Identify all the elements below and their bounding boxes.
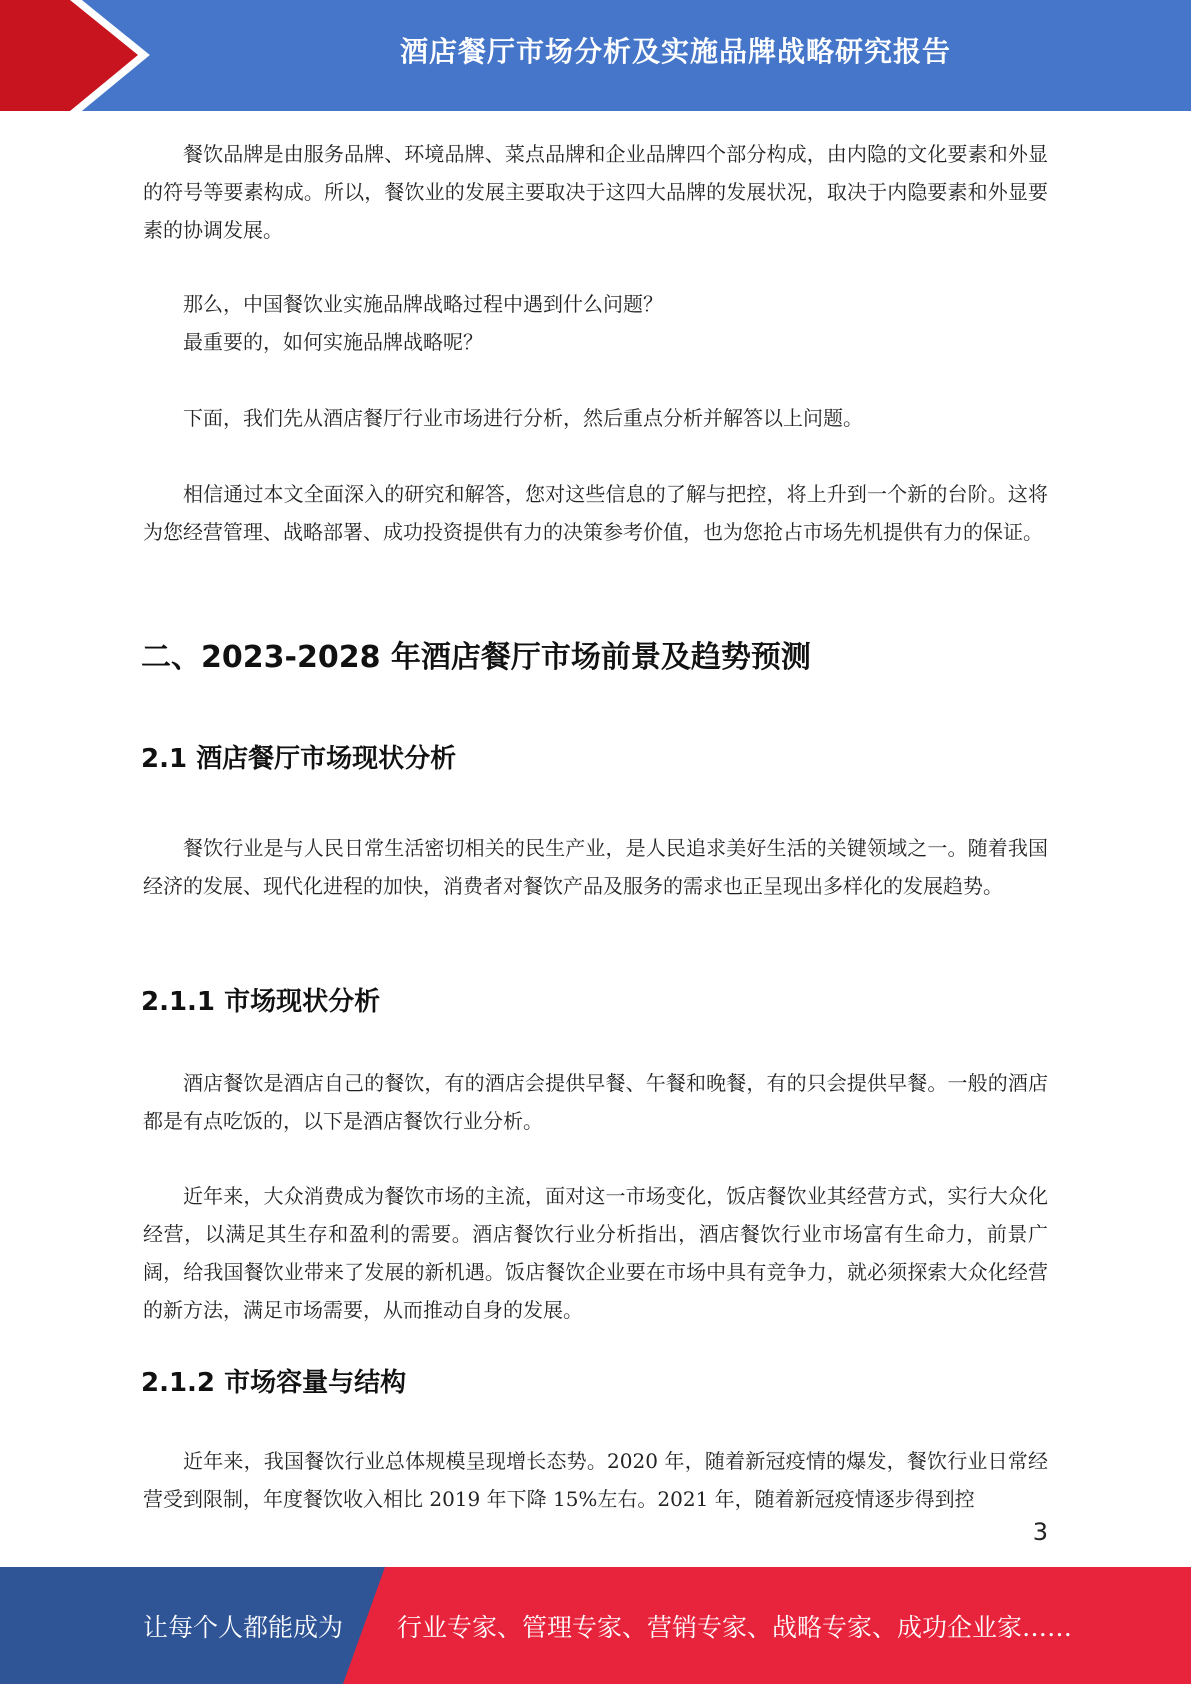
footer-slogan-left: 让每个人都能成为 xyxy=(143,1612,344,1642)
section-2-1-1-paragraph-1: 酒店餐饮是酒店自己的餐饮，有的酒店会提供早餐、午餐和晚餐，有的只会提供早餐。一般的酒店都是有点吃饭的，以下是酒店餐饮行业分析。 xyxy=(143,1071,1048,1133)
section-2-1-title: 2.1 酒店餐厅市场现状分析 xyxy=(141,744,457,774)
intro-paragraph-1: 餐饮品牌是由服务品牌、环境品牌、菜点品牌和企业品牌四个部分构成，由内隐的文化要素和外显的符号等要素构成。所以，餐饮业的发展主要取决于这四大品牌的发展状况，取决于内隐要素和外显要素的协调发展。 xyxy=(143,142,1048,242)
section-2-1-2-title: 2.1.2 市场容量与结构 xyxy=(141,1368,407,1398)
intro-question-2: 最重要的，如何实施品牌战略呢？ xyxy=(183,330,483,354)
header-title: 酒店餐厅市场分析及实施品牌战略研究报告 xyxy=(399,35,951,68)
intro-question-1: 那么，中国餐饮业实施品牌战略过程中遇到什么问题？ xyxy=(183,292,663,316)
section-2-1-1-title: 2.1.1 市场现状分析 xyxy=(141,987,381,1017)
page-header xyxy=(0,0,1191,111)
intro-paragraph-3: 相信通过本文全面深入的研究和解答，您对这些信息的了解与把控，将上升到一个新的台阶。这将为您经营管理、战略部署、成功投资提供有力的决策参考价值，也为您抢占市场先机提供有力的保证。 xyxy=(143,482,1048,544)
page-footer xyxy=(0,1567,1191,1684)
section-2-1-paragraph: 餐饮行业是与人民日常生活密切相关的民生产业，是人民追求美好生活的关键领域之一。随着我国经济的发展、现代化进程的加快，消费者对餐饮产品及服务的需求也正呈现出多样化的发展趋势。 xyxy=(143,836,1048,898)
section-2-title: 二、2023-2028 年酒店餐厅市场前景及趋势预测 xyxy=(141,640,811,675)
section-2-1-2-paragraph: 近年来，我国餐饮行业总体规模呈现增长态势。2020 年，随着新冠疫情的爆发，餐饮行业日常经营受到限制，年度餐饮收入相比 2019 年下降 15%左右。2021 年，随着新冠疫情逐步得到控 xyxy=(143,1449,1048,1511)
intro-paragraph-2: 下面，我们先从酒店餐厅行业市场进行分析，然后重点分析并解答以上问题。 xyxy=(183,406,863,430)
header-arrow-decoration xyxy=(0,0,160,111)
footer-slogan-right: 行业专家、管理专家、营销专家、战略专家、成功企业家…… xyxy=(397,1612,1073,1642)
section-2-1-1-paragraph-2: 近年来，大众消费成为餐饮市场的主流，面对这一市场变化，饭店餐饮业其经营方式，实行大众化经营，以满足其生存和盈利的需要。酒店餐饮行业分析指出，酒店餐饮行业市场富有生命力，前景广阔，给我国餐饮业带来了发展的新机遇。饭店餐饮企业要在市场中具有竞争力，就必须探索大众化经营的新方法，满足市场需要，从而推动自身的发展。 xyxy=(143,1184,1048,1322)
page-number: 3 xyxy=(1032,1518,1048,1546)
